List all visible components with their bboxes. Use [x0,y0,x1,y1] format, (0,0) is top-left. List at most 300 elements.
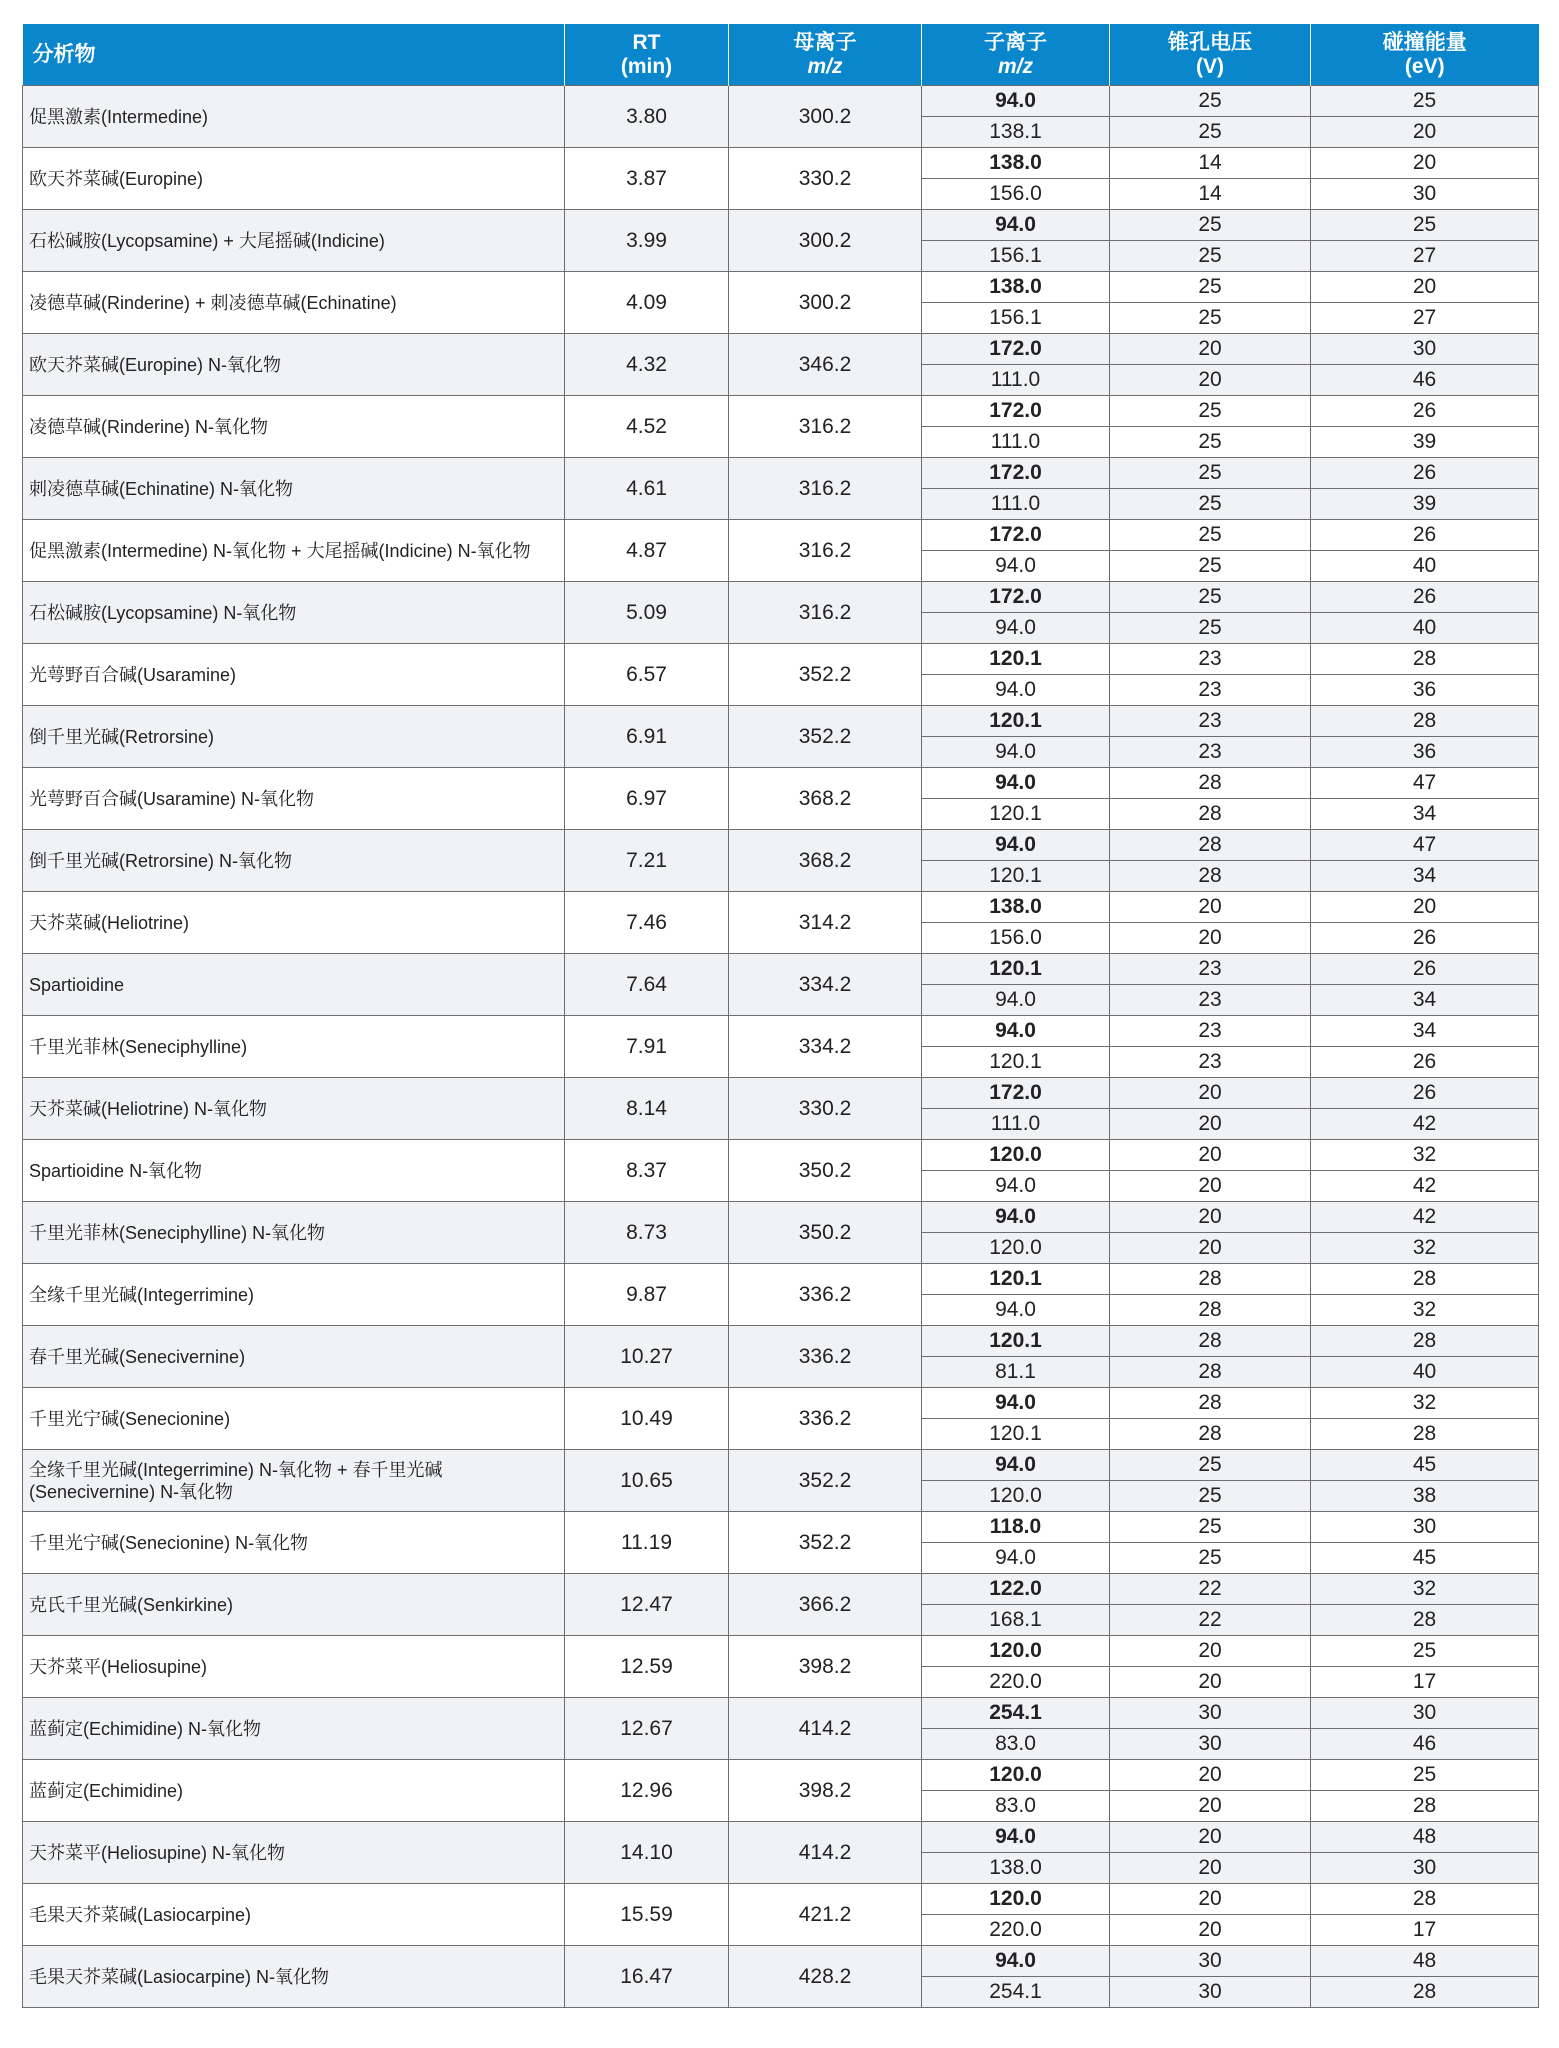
collision-energy: 28 [1311,1605,1539,1636]
cone-voltage: 30 [1110,1729,1311,1760]
header-collision-energy [1311,24,1539,86]
parent-ion-mz: 316.2 [729,520,922,582]
quantifier-ion-mz: 94.0 [922,1016,1110,1047]
collision-energy: 28 [1311,1791,1539,1822]
analyte-name: 千里光菲林(Seneciphylline) [23,1016,565,1078]
retention-time: 10.65 [565,1450,729,1512]
qualifier-ion-mz: 94.0 [922,551,1110,582]
retention-time: 7.91 [565,1016,729,1078]
collision-energy: 36 [1311,675,1539,706]
parent-ion-mz: 300.2 [729,272,922,334]
table-row [23,148,1539,179]
cone-voltage: 23 [1110,675,1311,706]
qualifier-ion-mz: 94.0 [922,737,1110,768]
qualifier-ion-mz: 138.0 [922,1853,1110,1884]
qualifier-ion-mz: 120.0 [922,1233,1110,1264]
analyte-name: 刺凌德草碱(Echinatine) N-氧化物 [23,458,565,520]
parent-ion-mz: 352.2 [729,706,922,768]
collision-energy: 20 [1311,117,1539,148]
table-row [23,644,1539,675]
header-rt-unit: (min) [620,54,673,78]
table-row [23,334,1539,365]
cone-voltage: 23 [1110,706,1311,737]
cone-voltage: 30 [1110,1946,1311,1977]
retention-time: 12.47 [565,1574,729,1636]
retention-time: 9.87 [565,1264,729,1326]
quantifier-ion-mz: 94.0 [922,768,1110,799]
collision-energy: 40 [1311,613,1539,644]
parent-ion-mz: 336.2 [729,1264,922,1326]
cone-voltage: 25 [1110,1481,1311,1512]
cone-voltage: 30 [1110,1698,1311,1729]
parent-ion-mz: 334.2 [729,954,922,1016]
retention-time: 4.87 [565,520,729,582]
cone-voltage: 25 [1110,489,1311,520]
analyte-name: 光萼野百合碱(Usaramine) N-氧化物 [23,768,565,830]
table-header [23,24,1539,86]
quantifier-ion-mz: 94.0 [922,1388,1110,1419]
collision-energy: 47 [1311,830,1539,861]
table-row [23,1202,1539,1233]
qualifier-ion-mz: 111.0 [922,365,1110,396]
retention-time: 8.37 [565,1140,729,1202]
qualifier-ion-mz: 94.0 [922,985,1110,1016]
table-row [23,396,1539,427]
analyte-name: 千里光菲林(Seneciphylline) N-氧化物 [23,1202,565,1264]
collision-energy: 26 [1311,923,1539,954]
collision-energy: 34 [1311,1016,1539,1047]
collision-energy: 45 [1311,1450,1539,1481]
cone-voltage: 20 [1110,1791,1311,1822]
collision-energy: 32 [1311,1140,1539,1171]
qualifier-ion-mz: 220.0 [922,1915,1110,1946]
quantifier-ion-mz: 94.0 [922,210,1110,241]
table-row [23,210,1539,241]
qualifier-ion-mz: 254.1 [922,1977,1110,2008]
retention-time: 12.59 [565,1636,729,1698]
parent-ion-mz: 398.2 [729,1636,922,1698]
cone-voltage: 23 [1110,737,1311,768]
quantifier-ion-mz: 172.0 [922,582,1110,613]
quantifier-ion-mz: 120.1 [922,954,1110,985]
quantifier-ion-mz: 138.0 [922,272,1110,303]
qualifier-ion-mz: 120.1 [922,861,1110,892]
parent-ion-mz: 346.2 [729,334,922,396]
header-daughter-ion [922,24,1110,86]
parent-ion-mz: 330.2 [729,148,922,210]
collision-energy: 42 [1311,1202,1539,1233]
collision-energy: 42 [1311,1109,1539,1140]
analyte-name: 石松碱胺(Lycopsamine) N-氧化物 [23,582,565,644]
header-cone-voltage [1110,24,1311,86]
cone-voltage: 25 [1110,210,1311,241]
analyte-name: 欧天芥菜碱(Europine) [23,148,565,210]
cone-voltage: 20 [1110,1822,1311,1853]
qualifier-ion-mz: 94.0 [922,1171,1110,1202]
analyte-name: 千里光宁碱(Senecionine) [23,1388,565,1450]
collision-energy: 32 [1311,1388,1539,1419]
table-row [23,954,1539,985]
header-collision-label: 碰撞能量 [1382,30,1467,54]
qualifier-ion-mz: 111.0 [922,1109,1110,1140]
collision-energy: 25 [1311,1636,1539,1667]
qualifier-ion-mz: 120.1 [922,799,1110,830]
table-row [23,86,1539,117]
table-body [23,86,1539,2008]
table-row [23,582,1539,613]
quantifier-ion-mz: 254.1 [922,1698,1110,1729]
table-row [23,1016,1539,1047]
retention-time: 4.09 [565,272,729,334]
analyte-name: 全缘千里光碱(Integerrimine) [23,1264,565,1326]
cone-voltage: 25 [1110,427,1311,458]
parent-ion-mz: 414.2 [729,1698,922,1760]
header-analyte: 分析物 [23,24,565,86]
cone-voltage: 23 [1110,954,1311,985]
cone-voltage: 20 [1110,334,1311,365]
cone-voltage: 20 [1110,1636,1311,1667]
quantifier-ion-mz: 94.0 [922,1450,1110,1481]
collision-energy: 26 [1311,396,1539,427]
retention-time: 12.96 [565,1760,729,1822]
analyte-name: Spartioidine [23,954,565,1016]
collision-energy: 46 [1311,1729,1539,1760]
analyte-name: 全缘千里光碱(Integerrimine) N-氧化物 + 春千里光碱(Senecivernine) N-氧化物 [23,1450,565,1512]
table-row [23,1326,1539,1357]
retention-time: 3.80 [565,86,729,148]
analyte-name: 天芥菜平(Heliosupine) N-氧化物 [23,1822,565,1884]
table-row [23,1388,1539,1419]
cone-voltage: 20 [1110,1171,1311,1202]
table-row [23,1946,1539,1977]
collision-energy: 25 [1311,210,1539,241]
cone-voltage: 20 [1110,892,1311,923]
qualifier-ion-mz: 156.1 [922,303,1110,334]
cone-voltage: 20 [1110,365,1311,396]
table-row [23,1512,1539,1543]
retention-time: 12.67 [565,1698,729,1760]
header-daughter-label: 子离子 [984,30,1047,54]
analyte-name: 光萼野百合碱(Usaramine) [23,644,565,706]
table-row [23,1698,1539,1729]
retention-time: 7.46 [565,892,729,954]
cone-voltage: 20 [1110,1760,1311,1791]
quantifier-ion-mz: 120.1 [922,644,1110,675]
retention-time: 10.49 [565,1388,729,1450]
analyte-name: 毛果天芥菜碱(Lasiocarpine) [23,1884,565,1946]
cone-voltage: 28 [1110,768,1311,799]
collision-energy: 39 [1311,427,1539,458]
retention-time: 3.87 [565,148,729,210]
parent-ion-mz: 352.2 [729,1450,922,1512]
collision-energy: 30 [1311,334,1539,365]
collision-energy: 39 [1311,489,1539,520]
cone-voltage: 25 [1110,272,1311,303]
retention-time: 6.57 [565,644,729,706]
cone-voltage: 25 [1110,458,1311,489]
cone-voltage: 25 [1110,396,1311,427]
table-row [23,1078,1539,1109]
cone-voltage: 20 [1110,1853,1311,1884]
parent-ion-mz: 414.2 [729,1822,922,1884]
quantifier-ion-mz: 94.0 [922,1822,1110,1853]
retention-time: 14.10 [565,1822,729,1884]
cone-voltage: 20 [1110,1140,1311,1171]
retention-time: 15.59 [565,1884,729,1946]
analyte-name: 天芥菜碱(Heliotrine) [23,892,565,954]
cone-voltage: 25 [1110,1450,1311,1481]
parent-ion-mz: 316.2 [729,582,922,644]
analyte-name: 毛果天芥菜碱(Lasiocarpine) N-氧化物 [23,1946,565,2008]
retention-time: 7.64 [565,954,729,1016]
collision-energy: 17 [1311,1915,1539,1946]
quantifier-ion-mz: 120.0 [922,1760,1110,1791]
analyte-name: 凌德草碱(Rinderine) N-氧化物 [23,396,565,458]
collision-energy: 48 [1311,1822,1539,1853]
cone-voltage: 28 [1110,1295,1311,1326]
collision-energy: 45 [1311,1543,1539,1574]
qualifier-ion-mz: 111.0 [922,489,1110,520]
quantifier-ion-mz: 138.0 [922,148,1110,179]
quantifier-ion-mz: 94.0 [922,1946,1110,1977]
quantifier-ion-mz: 94.0 [922,86,1110,117]
quantifier-ion-mz: 120.0 [922,1140,1110,1171]
table-row [23,1636,1539,1667]
collision-energy: 32 [1311,1233,1539,1264]
collision-energy: 26 [1311,458,1539,489]
parent-ion-mz: 368.2 [729,830,922,892]
cone-voltage: 28 [1110,1388,1311,1419]
qualifier-ion-mz: 83.0 [922,1729,1110,1760]
quantifier-ion-mz: 120.0 [922,1636,1110,1667]
qualifier-ion-mz: 94.0 [922,613,1110,644]
table-row [23,1264,1539,1295]
collision-energy: 32 [1311,1295,1539,1326]
quantifier-ion-mz: 122.0 [922,1574,1110,1605]
parent-ion-mz: 350.2 [729,1140,922,1202]
parent-ion-mz: 366.2 [729,1574,922,1636]
quantifier-ion-mz: 94.0 [922,1202,1110,1233]
collision-energy: 26 [1311,520,1539,551]
collision-energy: 28 [1311,1264,1539,1295]
cone-voltage: 25 [1110,1543,1311,1574]
cone-voltage: 23 [1110,985,1311,1016]
table-container [22,24,1538,2008]
cone-voltage: 20 [1110,1915,1311,1946]
cone-voltage: 28 [1110,1357,1311,1388]
header-row [23,24,1539,86]
cone-voltage: 25 [1110,241,1311,272]
parent-ion-mz: 316.2 [729,396,922,458]
header-parent-ion [729,24,922,86]
collision-energy: 26 [1311,1047,1539,1078]
parent-ion-mz: 300.2 [729,210,922,272]
header-rt [565,24,729,86]
table-row [23,706,1539,737]
header-cone-label: 锥孔电压 [1168,30,1252,54]
retention-time: 10.27 [565,1326,729,1388]
table-row [23,1760,1539,1791]
collision-energy: 26 [1311,954,1539,985]
header-rt-label: RT [632,30,661,54]
retention-time: 8.14 [565,1078,729,1140]
cone-voltage: 28 [1110,1419,1311,1450]
parent-ion-mz: 368.2 [729,768,922,830]
collision-energy: 28 [1311,1419,1539,1450]
quantifier-ion-mz: 172.0 [922,1078,1110,1109]
collision-energy: 30 [1311,179,1539,210]
cone-voltage: 23 [1110,1016,1311,1047]
retention-time: 4.32 [565,334,729,396]
table-row [23,458,1539,489]
parent-ion-mz: 316.2 [729,458,922,520]
table-row [23,1822,1539,1853]
qualifier-ion-mz: 120.1 [922,1419,1110,1450]
cone-voltage: 28 [1110,799,1311,830]
cone-voltage: 25 [1110,613,1311,644]
table-row [23,768,1539,799]
parent-ion-mz: 334.2 [729,1016,922,1078]
retention-time: 4.52 [565,396,729,458]
cone-voltage: 25 [1110,1512,1311,1543]
qualifier-ion-mz: 81.1 [922,1357,1110,1388]
table-row [23,830,1539,861]
cone-voltage: 25 [1110,582,1311,613]
parent-ion-mz: 336.2 [729,1388,922,1450]
cone-voltage: 20 [1110,923,1311,954]
parent-ion-mz: 352.2 [729,1512,922,1574]
retention-time: 4.61 [565,458,729,520]
collision-energy: 28 [1311,706,1539,737]
analyte-name: 克氏千里光碱(Senkirkine) [23,1574,565,1636]
retention-time: 11.19 [565,1512,729,1574]
analyte-name: 天芥菜碱(Heliotrine) N-氧化物 [23,1078,565,1140]
table-row [23,520,1539,551]
cone-voltage: 23 [1110,644,1311,675]
collision-energy: 28 [1311,1884,1539,1915]
qualifier-ion-mz: 220.0 [922,1667,1110,1698]
qualifier-ion-mz: 156.1 [922,241,1110,272]
cone-voltage: 22 [1110,1574,1311,1605]
analyte-name: 蓝蓟定(Echimidine) [23,1760,565,1822]
qualifier-ion-mz: 111.0 [922,427,1110,458]
parent-ion-mz: 336.2 [729,1326,922,1388]
retention-time: 8.73 [565,1202,729,1264]
cone-voltage: 28 [1110,830,1311,861]
collision-energy: 17 [1311,1667,1539,1698]
parent-ion-mz: 350.2 [729,1202,922,1264]
collision-energy: 48 [1311,1946,1539,1977]
header-parent-label: 母离子 [793,30,857,54]
qualifier-ion-mz: 168.1 [922,1605,1110,1636]
table-row [23,272,1539,303]
analyte-name: 促黑激素(Intermedine) [23,86,565,148]
parent-ion-mz: 300.2 [729,86,922,148]
table-row [23,1140,1539,1171]
analyte-name: 蓝蓟定(Echimidine) N-氧化物 [23,1698,565,1760]
qualifier-ion-mz: 120.1 [922,1047,1110,1078]
quantifier-ion-mz: 120.1 [922,1326,1110,1357]
qualifier-ion-mz: 138.1 [922,117,1110,148]
collision-energy: 40 [1311,1357,1539,1388]
retention-time: 3.99 [565,210,729,272]
cone-voltage: 20 [1110,1202,1311,1233]
collision-energy: 20 [1311,892,1539,923]
qualifier-ion-mz: 94.0 [922,1543,1110,1574]
collision-energy: 20 [1311,148,1539,179]
cone-voltage: 25 [1110,551,1311,582]
collision-energy: 47 [1311,768,1539,799]
table-row [23,1574,1539,1605]
table-row [23,892,1539,923]
collision-energy: 26 [1311,582,1539,613]
collision-energy: 28 [1311,644,1539,675]
cone-voltage: 20 [1110,1667,1311,1698]
analyte-name: 倒千里光碱(Retrorsine) [23,706,565,768]
qualifier-ion-mz: 156.0 [922,923,1110,954]
quantifier-ion-mz: 120.1 [922,706,1110,737]
qualifier-ion-mz: 83.0 [922,1791,1110,1822]
parent-ion-mz: 314.2 [729,892,922,954]
quantifier-ion-mz: 118.0 [922,1512,1110,1543]
cone-voltage: 14 [1110,179,1311,210]
cone-voltage: 14 [1110,148,1311,179]
retention-time: 6.97 [565,768,729,830]
table-row [23,1450,1539,1481]
collision-energy: 28 [1311,1326,1539,1357]
qualifier-ion-mz: 120.0 [922,1481,1110,1512]
collision-energy: 26 [1311,1078,1539,1109]
collision-energy: 27 [1311,241,1539,272]
retention-time: 6.91 [565,706,729,768]
analyte-name: 欧天芥菜碱(Europine) N-氧化物 [23,334,565,396]
parent-ion-mz: 428.2 [729,1946,922,2008]
collision-energy: 34 [1311,861,1539,892]
collision-energy: 36 [1311,737,1539,768]
collision-energy: 30 [1311,1698,1539,1729]
cone-voltage: 28 [1110,1264,1311,1295]
quantifier-ion-mz: 172.0 [922,396,1110,427]
collision-energy: 46 [1311,365,1539,396]
parent-ion-mz: 421.2 [729,1884,922,1946]
cone-voltage: 28 [1110,861,1311,892]
collision-energy: 42 [1311,1171,1539,1202]
header-daughter-unit: m/z [997,54,1033,78]
quantifier-ion-mz: 172.0 [922,334,1110,365]
parent-ion-mz: 352.2 [729,644,922,706]
quantifier-ion-mz: 120.1 [922,1264,1110,1295]
analyte-name: 石松碱胺(Lycopsamine) + 大尾摇碱(Indicine) [23,210,565,272]
cone-voltage: 25 [1110,303,1311,334]
collision-energy: 30 [1311,1853,1539,1884]
collision-energy: 40 [1311,551,1539,582]
collision-energy: 27 [1311,303,1539,334]
collision-energy: 34 [1311,799,1539,830]
qualifier-ion-mz: 94.0 [922,675,1110,706]
collision-energy: 32 [1311,1574,1539,1605]
cone-voltage: 22 [1110,1605,1311,1636]
table-row [23,1884,1539,1915]
analyte-name: 倒千里光碱(Retrorsine) N-氧化物 [23,830,565,892]
cone-voltage: 25 [1110,117,1311,148]
cone-voltage: 30 [1110,1977,1311,2008]
retention-time: 16.47 [565,1946,729,2008]
analyte-name: 天芥菜平(Heliosupine) [23,1636,565,1698]
collision-energy: 38 [1311,1481,1539,1512]
header-parent-unit: m/z [807,54,843,78]
cone-voltage: 20 [1110,1109,1311,1140]
qualifier-ion-mz: 156.0 [922,179,1110,210]
